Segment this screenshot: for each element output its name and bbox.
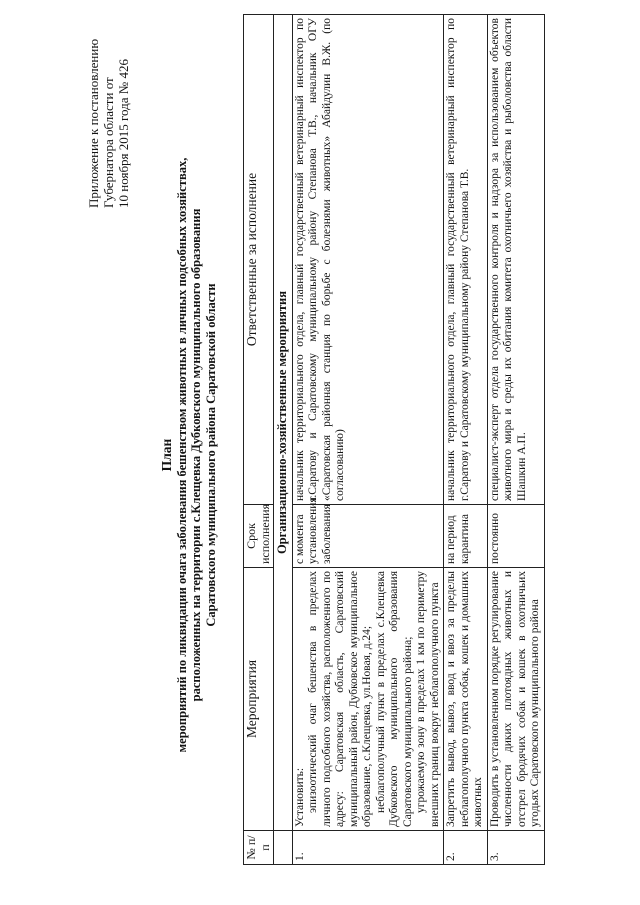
table-row — [292, 15, 444, 865]
row-responsible: начальник территориального отдела, главный государственный ветеринарный инспектор по г.Саратову и Саратовскому муниципальному району Степанова Т.В., начальник ОГУ «Саратовская районная станция по борьбе с болезнями животных» Абайдулин В.Ж. (по согласованию) — [292, 15, 444, 505]
appendix-line: Приложение к постановлению — [86, 38, 101, 208]
row-measures — [292, 568, 444, 831]
section-row — [274, 15, 293, 865]
row-number: 2. — [444, 831, 488, 865]
row-number: 1. — [292, 831, 444, 865]
row-responsible: начальник территориального отдела, главный государственный ветеринарный инспектор по г.Саратову и Саратовскому муниципальному району Степанова Т.В. — [444, 15, 488, 505]
heading-line: расположенных на территории с.Клещевка Дубковского муниципального образования — [189, 208, 203, 702]
table-row — [444, 15, 488, 865]
measure-text: угрожаемую зону в пределах 1 км по периметру внешних границ вокруг неблагополучного пункта — [415, 571, 441, 827]
row-responsible: специалист-эксперт отдела государственного контроля и надзора за использованием объектов животного мира и среды их обитания комитета охотничьего хозяйства и рыболовства области Шашкин А.П. — [487, 15, 544, 505]
row-measures — [487, 568, 544, 831]
heading-line: мероприятий по ликвидации очага заболевания бешенством животных в личных подсобных хозяйствах, — [174, 157, 189, 753]
section-title: Организационно-хозяйственные мероприятия — [274, 15, 293, 831]
row-number: 3. — [487, 831, 544, 865]
table-row — [487, 15, 544, 865]
header-num: № п/п — [244, 831, 274, 865]
appendix-note — [86, 8, 131, 208]
row-term: на период карантина — [444, 505, 488, 568]
plan-table — [243, 14, 545, 865]
document-heading — [160, 125, 218, 785]
table-header-row — [244, 15, 274, 865]
measure-text: Установить: — [293, 767, 306, 827]
measure-text: неблагополучный пункт в пределах с.Клещевка Дубковского муниципального образования Саратовского муниципального района; — [374, 571, 414, 827]
header-measures: Мероприятия — [244, 568, 274, 831]
appendix-line: Губернатора области от — [101, 77, 116, 208]
measure-text: Запретить вывод, вывоз, ввод и ввоз за пределы неблагополучного пункта собак, кошек и домашних животных — [445, 571, 484, 827]
row-measures — [444, 568, 488, 831]
heading-line: Саратовского муниципального района Саратовской области — [203, 283, 218, 627]
row-term: с момента установления заболевания — [292, 505, 444, 568]
appendix-line: 10 ноября 2015 года № 426 — [116, 59, 131, 208]
header-term: Срок исполнения — [244, 505, 274, 568]
row-term: постоянно — [487, 505, 544, 568]
measure-text: эпизоотический очаг бешенства в пределах личного подсобного хозяйства, расположенного по адресу: Саратовская область, Саратовский муниципальный район, Дубковское муниципальное образование, с.Клещевка, ул.Новая, д.24; — [307, 571, 373, 827]
document-title: План — [159, 438, 174, 472]
header-responsible: Ответственные за исполнение — [244, 15, 274, 505]
measure-text: Проводить в установленном порядке регулирование численности диких плотоядных животных и отстрел бродячих собак и кошек в охотничьих угодьях Саратовского муниципального района — [488, 571, 541, 827]
